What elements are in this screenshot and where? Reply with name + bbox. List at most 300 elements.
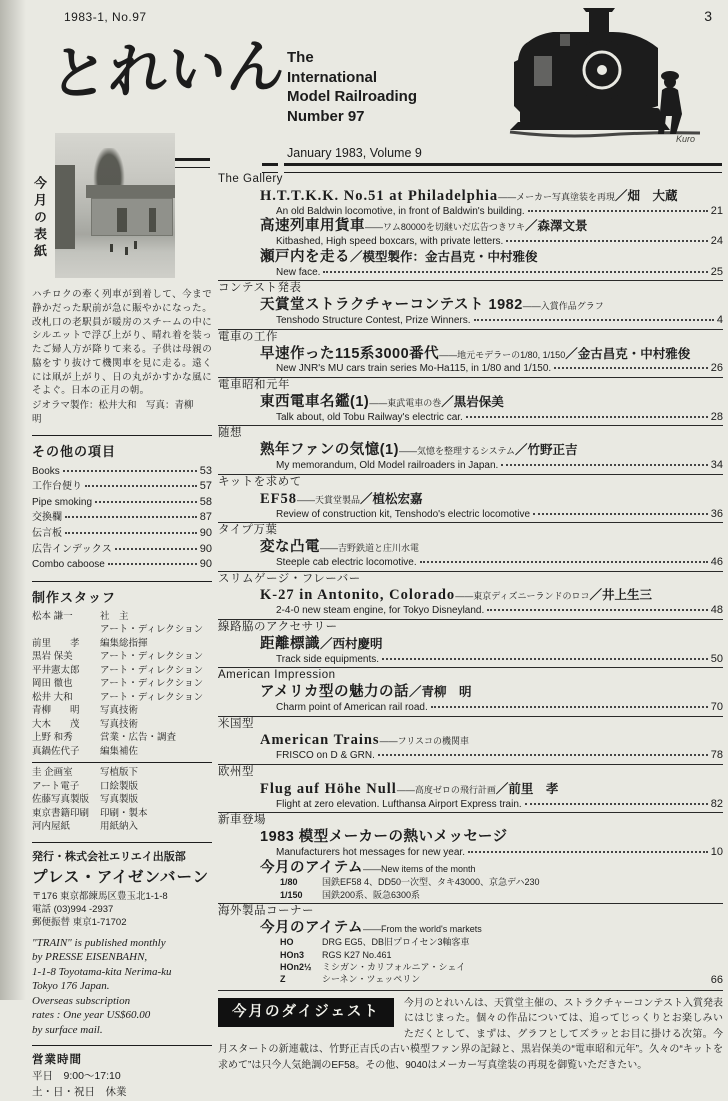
toc-section-label: 新車登場 bbox=[218, 814, 266, 827]
article-author: ／畑 大蔵 bbox=[614, 188, 678, 203]
toc-section bbox=[218, 572, 723, 620]
toc-section bbox=[218, 426, 723, 474]
other-item-page: 53 bbox=[199, 464, 212, 477]
other-item-row bbox=[32, 542, 212, 558]
issue-line: January 1983, Volume 9 bbox=[287, 146, 422, 160]
article-title: 1983 模型メーカーの熱いメッセージ bbox=[260, 829, 508, 846]
item-scale: HOn3 bbox=[280, 949, 305, 960]
toc-section-label: 電車の工作 bbox=[218, 330, 278, 343]
article-subtitle-row bbox=[218, 556, 723, 569]
photo-figure bbox=[134, 241, 137, 249]
article-title-row bbox=[218, 345, 723, 363]
article-title-row bbox=[218, 441, 723, 459]
staff-name: 圭 企画室 bbox=[32, 767, 73, 779]
other-item-row bbox=[32, 526, 212, 542]
item-scale: 1/80 bbox=[280, 877, 298, 888]
dot-leader bbox=[528, 210, 708, 212]
article-title: 瀬戸内を走る bbox=[260, 248, 350, 265]
article-item-row bbox=[218, 889, 723, 901]
other-item-label: 伝言板 bbox=[32, 528, 62, 540]
article-subtitle-row bbox=[218, 749, 723, 762]
article-note: ——入賞作品グラフ bbox=[522, 301, 604, 312]
article-page: 34 bbox=[710, 459, 723, 472]
staff-member-row bbox=[32, 745, 212, 758]
toc-section bbox=[218, 717, 723, 765]
supplier-row bbox=[32, 793, 212, 806]
article-title-row bbox=[218, 780, 723, 798]
toc-section bbox=[218, 378, 723, 426]
article-subtitle: 2-4-0 new steam engine, for Tokyo Disneyland. bbox=[276, 605, 485, 617]
toc-section-label: American Impression bbox=[218, 669, 336, 682]
dot-leader bbox=[108, 563, 197, 565]
staff-member-row bbox=[32, 677, 212, 690]
staff-name: 上野 和秀 bbox=[32, 732, 73, 744]
article-subtitle: FRISCO on D & GRN. bbox=[276, 750, 375, 762]
article-subtitle: Talk about, old Tobu Railway's electric car. bbox=[276, 411, 463, 423]
article-author: ／竹野正吉 bbox=[515, 443, 578, 458]
staff-role: アート・ディレクション bbox=[100, 651, 204, 663]
other-item-label: Pipe smoking bbox=[32, 496, 93, 508]
suppliers-list bbox=[32, 766, 212, 833]
staff-member-row bbox=[32, 691, 212, 704]
staff-role: アート・ディレクション bbox=[100, 664, 204, 676]
article-subtitle-row bbox=[218, 701, 723, 714]
article-subtitle: Flight at zero elevation. Lufthansa Airport Express train. bbox=[276, 798, 522, 810]
text-line: 平日 9:00～17:10 bbox=[32, 1070, 121, 1083]
toc-section-label: 欧州型 bbox=[218, 765, 254, 778]
staff-role: 編集総指揮 bbox=[100, 637, 148, 649]
other-item-row bbox=[32, 557, 212, 573]
toc-section-label: The Gallery bbox=[218, 173, 283, 185]
staff-name: 真鍋佐代子 bbox=[32, 745, 80, 757]
staff-member-row bbox=[32, 610, 212, 623]
article-author: ／模型製作：金古昌克・中村雅俊 bbox=[350, 249, 538, 264]
staff-name: 平井憲太郎 bbox=[32, 664, 80, 676]
toc-section-label: キットを求めて bbox=[218, 475, 302, 488]
article-title: 変な凸電 bbox=[260, 538, 320, 555]
article-item-row bbox=[218, 961, 723, 973]
article-author: ／井上生三 bbox=[589, 588, 652, 603]
article-page: 78 bbox=[710, 749, 723, 762]
article-author: ／西村慶明 bbox=[320, 636, 383, 651]
photo-station-door bbox=[117, 208, 127, 231]
staff-role: 印刷・製本 bbox=[100, 807, 148, 819]
article-author: ／青柳 明 bbox=[408, 684, 472, 699]
article-title-row bbox=[218, 187, 723, 205]
item-text: ミシガン・カリフォルニア・シェイ bbox=[322, 961, 466, 972]
cover-section-label: 今月の表紙 bbox=[32, 176, 47, 261]
person-figure bbox=[658, 71, 682, 134]
hours-lines bbox=[32, 1069, 212, 1101]
staff-role: 編集補佐 bbox=[100, 745, 139, 757]
text-line: 郵便振替 東京1-71702 bbox=[32, 917, 127, 929]
publisher-line: 発行・株式会社エリエイ出版部 bbox=[32, 850, 186, 863]
article-author: ／植松宏嘉 bbox=[360, 491, 423, 506]
text-line: 1-1-8 Toyotama-kita Nerima-ku bbox=[32, 965, 172, 978]
article-page: 70 bbox=[710, 700, 723, 713]
other-item-page: 90 bbox=[199, 527, 212, 540]
item-scale: HO bbox=[280, 937, 294, 948]
article-title: 高速列車用貨車 bbox=[260, 218, 365, 235]
divider bbox=[32, 1045, 212, 1046]
article-title: 熟年ファンの気憶(1) bbox=[260, 442, 399, 459]
cover-credit: ジオラマ製作：松井大和 写真：青柳 明 bbox=[32, 400, 204, 425]
article-subtitle-row bbox=[218, 653, 723, 666]
other-item-label: 工作台便り bbox=[32, 481, 82, 493]
text-line: Tokyo 176 Japan. bbox=[32, 980, 110, 993]
dot-leader bbox=[63, 470, 197, 472]
article-subtitle: Manufacturers hot messages for new year. bbox=[276, 846, 465, 858]
article-subtitle: Steeple cab electric locomotive. bbox=[276, 556, 417, 568]
article-page: 10 bbox=[710, 845, 723, 858]
article-title-row bbox=[218, 828, 723, 846]
article-note: ——地元モデラーの1/80, 1/150 bbox=[439, 349, 566, 360]
supplier-row bbox=[32, 820, 212, 833]
issue-code: 1983-1, No.97 bbox=[64, 10, 147, 24]
other-item-row bbox=[32, 464, 212, 480]
article-title-row bbox=[218, 859, 723, 877]
staff-member-row bbox=[32, 718, 212, 731]
article-note: ——東京ディズニーランドのロコ bbox=[455, 591, 590, 602]
other-item-page: 57 bbox=[199, 480, 212, 493]
toc-section bbox=[218, 475, 723, 523]
other-item-label: 交換欄 bbox=[32, 512, 62, 524]
monthly-digest bbox=[218, 996, 723, 1074]
dot-leader bbox=[525, 803, 708, 805]
text-line: Overseas subscription bbox=[32, 994, 131, 1007]
dot-leader bbox=[474, 319, 714, 321]
article-title-row bbox=[218, 586, 723, 604]
toc-section-label: 米国型 bbox=[218, 717, 254, 730]
spacer bbox=[420, 973, 711, 988]
other-item-row bbox=[32, 510, 212, 526]
article-page: 21 bbox=[710, 204, 723, 217]
staff-member-row bbox=[32, 664, 212, 677]
dot-leader bbox=[382, 658, 708, 660]
item-text: 国鉄EF58 4、DD50一次型、タキ43000、京急デハ230 bbox=[322, 877, 540, 888]
text-line: International bbox=[287, 68, 378, 86]
article-subtitle: Tenshodo Structure Contest, Prize Winners. bbox=[276, 315, 471, 327]
other-item-row bbox=[32, 479, 212, 495]
other-item-page: 90 bbox=[199, 558, 212, 571]
staff-name: 青柳 明 bbox=[32, 705, 80, 717]
article-author: ／黒岩保美 bbox=[441, 394, 504, 409]
staff-role: 写真技術 bbox=[100, 718, 139, 730]
article-subtitle: New face. bbox=[276, 266, 321, 278]
article-page: 24 bbox=[710, 235, 723, 248]
staff-role: 営業・広告・調査 bbox=[100, 732, 177, 744]
dot-leader bbox=[65, 516, 197, 518]
staff-name bbox=[32, 623, 100, 636]
dot-leader bbox=[85, 485, 197, 487]
article-note: ——吉野鉄道と庄川水電 bbox=[320, 542, 420, 553]
photo-station-door bbox=[149, 208, 156, 231]
photo-figure bbox=[110, 244, 113, 252]
article-note: ——New items of the month bbox=[362, 863, 476, 874]
item-text: DRG EG5、DB旧プロイセン3軸客車 bbox=[322, 937, 470, 948]
text-line: by PRESSE EISENBAHN, bbox=[32, 951, 148, 964]
text-line: The bbox=[287, 49, 314, 66]
item-scale: HOn2½ bbox=[280, 961, 312, 972]
staff-role: 用紙納入 bbox=[100, 821, 139, 833]
dot-leader bbox=[420, 561, 708, 563]
cover-photo bbox=[55, 133, 175, 278]
toc-section bbox=[218, 281, 723, 329]
article-title: 距離標識 bbox=[260, 635, 320, 652]
article-title-row bbox=[218, 683, 723, 701]
article-page: 46 bbox=[710, 555, 723, 568]
article-author: ／金古昌克・中村雅俊 bbox=[565, 346, 691, 361]
article-page: 28 bbox=[710, 410, 723, 423]
staff-name: アート電子 bbox=[32, 780, 80, 792]
article-subtitle-row bbox=[218, 362, 723, 375]
article-subtitle-row bbox=[218, 459, 723, 472]
staff-name: 河内屋紙 bbox=[32, 821, 71, 833]
staff-name: 岡田 徹也 bbox=[32, 678, 73, 690]
article-title-row bbox=[218, 919, 723, 937]
text-line: 〒176 東京都練馬区豊玉北1-1-8 bbox=[32, 890, 168, 902]
staff-role: アート・ディレクション bbox=[100, 624, 204, 636]
article-title: American Trains bbox=[260, 732, 380, 749]
article-subtitle: Charm point of American rail road. bbox=[276, 701, 428, 713]
magazine-logo: とれいん bbox=[47, 33, 289, 108]
toc-section-label: タイプ万葉 bbox=[218, 524, 278, 537]
staff-member-row bbox=[32, 704, 212, 717]
article-page: 4 bbox=[716, 314, 723, 327]
toc-section bbox=[218, 813, 723, 904]
magazine-subtitle bbox=[287, 48, 417, 126]
article-title: Flug auf Höhe Null bbox=[260, 780, 397, 797]
locomotive-illustration bbox=[498, 4, 712, 144]
article-subtitle-row bbox=[218, 314, 723, 327]
hours-heading: 営業時間 bbox=[32, 1054, 82, 1067]
article-title-row bbox=[218, 538, 723, 556]
article-title: 東西電車名鑑(1) bbox=[260, 393, 370, 410]
toc-section bbox=[218, 765, 723, 813]
article-author: ／森澤文景 bbox=[524, 219, 588, 234]
supplier-row bbox=[32, 780, 212, 793]
staff-name: 前里 孝 bbox=[32, 637, 80, 649]
other-items-list bbox=[32, 464, 212, 573]
article-note: ——ワム80000を切継いだ広告つきワキ bbox=[365, 222, 525, 233]
article-page: 50 bbox=[710, 652, 723, 665]
text-line: Number 97 bbox=[287, 107, 365, 125]
other-item-label: Books bbox=[32, 465, 60, 477]
article-title-row bbox=[218, 248, 723, 266]
article-note: ——高度ゼロの飛行計画 bbox=[396, 784, 496, 795]
article-title-row bbox=[218, 635, 723, 653]
supplier-row bbox=[32, 807, 212, 820]
staff-role: 写真製版 bbox=[100, 794, 139, 806]
article-note: ——天賞堂製品 bbox=[297, 494, 361, 505]
other-items-heading: その他の項目 bbox=[32, 443, 117, 459]
toc-section bbox=[218, 620, 723, 668]
divider bbox=[32, 762, 212, 763]
staff-role: 口絵製版 bbox=[100, 780, 139, 792]
item-scale: 1/150 bbox=[280, 889, 303, 900]
article-title: 今月のアイテム bbox=[260, 919, 363, 936]
other-item-page: 58 bbox=[199, 495, 212, 508]
text-line: Model Railroading bbox=[287, 88, 418, 105]
publisher-address bbox=[32, 890, 212, 930]
article-title: 今月のアイテム bbox=[260, 859, 363, 876]
staff-member-row bbox=[32, 637, 212, 650]
article-subtitle-row bbox=[218, 205, 723, 218]
toc-section-label: 線路脇のアクセサリー bbox=[218, 620, 338, 633]
dot-leader bbox=[65, 532, 197, 534]
article-page: 66 bbox=[710, 973, 723, 986]
article-title: 早速作った115系3000番代 bbox=[260, 345, 440, 362]
staff-role: 社 主 bbox=[100, 610, 129, 622]
article-note: ——フリスコの機関車 bbox=[379, 736, 470, 747]
other-item-row bbox=[32, 495, 212, 511]
staff-name: 東京書籍印刷 bbox=[32, 807, 90, 819]
other-item-label: 広告インデックス bbox=[32, 543, 112, 555]
cover-description: ハチロクの牽く列車が到着して、今まで静かだった駅前が急に賑やかになった。改札口の老駅員が暖房のスチームの中にシルエットで浮び上がり、晴れ着を装ったご婦人方が降りて来る。子供は母親の脇をすり抜けて機関車を見に走る。遠くには凧が上がり、日の丸がかすかな風にそよぐ。日本の正月の朝。 bbox=[32, 289, 212, 397]
staff-role: 写真技術 bbox=[100, 705, 139, 717]
article-title-row bbox=[218, 296, 723, 314]
article-subtitle: Kitbashed, High speed boxcars, with private letters. bbox=[276, 236, 504, 248]
text-line: rates : One year US$60.00 bbox=[32, 1009, 151, 1022]
article-title: アメリカ型の魅力の話 bbox=[260, 683, 409, 700]
article-title: EF58 bbox=[260, 490, 298, 507]
dot-leader bbox=[378, 754, 708, 756]
supplier-row bbox=[32, 766, 212, 779]
dot-leader bbox=[501, 464, 707, 466]
article-title: 天賞堂ストラクチャーコンテスト 1982 bbox=[260, 297, 523, 314]
article-subtitle-row bbox=[218, 411, 723, 424]
item-text: シーネン・ツェッペリン bbox=[322, 973, 421, 984]
photo-station-wall bbox=[91, 198, 173, 236]
article-title-row bbox=[218, 217, 723, 235]
toc-section bbox=[218, 330, 723, 378]
toc-section bbox=[218, 172, 723, 281]
article-note: ——気憶を整理するシステム bbox=[398, 446, 516, 457]
dot-leader bbox=[487, 609, 707, 611]
staff-name: 黒岩 保美 bbox=[32, 651, 73, 663]
divider bbox=[32, 581, 212, 582]
digest-text: 今月のとれいんは、天賞堂主催の、ストラクチャーコンテスト入賞発表にはじまった。個々の作品については、追ってじっくりとお楽しみいただくとして、まずは、グラフとしてズラッとお目に掛ける次第。今月スタートの新連載は、竹野正吉氏の古い模型ファン界の記録と、黒岩保美の“電車昭和元年”。久々の“キットを求めて”は只今人気絶調のEF58。その他、9040はメーカー写真塗装の再現を御覧いただきたい。 bbox=[218, 997, 723, 1071]
article-subtitle: Review of construction kit, Tenshodo's electric locomotive bbox=[276, 508, 531, 520]
staff-name: 松井 大和 bbox=[32, 691, 73, 703]
article-title-row bbox=[218, 731, 723, 749]
staff-list bbox=[32, 610, 212, 758]
article-page: 82 bbox=[710, 797, 723, 810]
article-title-row bbox=[218, 490, 723, 508]
other-item-page: 90 bbox=[199, 542, 212, 555]
staff-name: 大木 茂 bbox=[32, 718, 80, 730]
toc-sections bbox=[218, 172, 723, 991]
divider bbox=[32, 435, 212, 436]
article-subtitle: Track side equipments. bbox=[276, 653, 380, 665]
staff-role: 写植版下 bbox=[100, 767, 139, 779]
article-note: ——メーカー写真塗装を再現 bbox=[498, 191, 615, 202]
photo-figure bbox=[125, 247, 128, 255]
article-item-row bbox=[218, 949, 723, 961]
article-note: ——東武電車の巻 bbox=[369, 397, 442, 408]
item-scale: Z bbox=[280, 973, 286, 984]
dot-leader bbox=[95, 501, 197, 503]
photo-hut bbox=[55, 165, 75, 249]
other-item-label: Combo caboose bbox=[32, 559, 105, 571]
article-item-row bbox=[218, 936, 723, 948]
article-page: 26 bbox=[710, 362, 723, 375]
divider bbox=[32, 842, 212, 843]
article-subtitle-row bbox=[218, 846, 723, 859]
dot-leader bbox=[115, 548, 197, 550]
digest-label: 今月のダイジェスト bbox=[218, 998, 394, 1027]
staff-member-row bbox=[32, 731, 212, 744]
dot-leader bbox=[533, 513, 708, 515]
article-title: K-27 in Antonito, Colorado bbox=[260, 587, 456, 604]
publisher-english-info bbox=[32, 936, 212, 1038]
illustration-signature: Kuro bbox=[676, 134, 696, 144]
staff-role: アート・ディレクション bbox=[100, 691, 204, 703]
article-subtitle: My memorandum, Old Model railroaders in Japan. bbox=[276, 460, 499, 472]
table-of-contents bbox=[218, 172, 723, 1073]
dot-leader bbox=[431, 706, 708, 708]
dot-leader bbox=[506, 240, 707, 242]
text-line: 土・日・祝日 休業 bbox=[32, 1085, 127, 1098]
article-page: 36 bbox=[710, 507, 723, 520]
dot-leader bbox=[468, 851, 708, 853]
sidebar bbox=[32, 288, 212, 1101]
article-subtitle-row bbox=[218, 798, 723, 811]
staff-name: 松本 謙一 bbox=[32, 610, 73, 622]
dot-leader bbox=[323, 271, 707, 273]
item-text: RGS K27 No.461 bbox=[322, 949, 392, 960]
toc-section-label: コンテスト発表 bbox=[218, 282, 302, 295]
staff-name: 佐藤写真製版 bbox=[32, 794, 90, 806]
article-subtitle: New JNR's MU cars train series Mo-Ha115, in 1/80 and 1/150. bbox=[276, 363, 552, 375]
staff-member-row bbox=[32, 650, 212, 663]
toc-section bbox=[218, 904, 723, 991]
staff-role: アート・ディレクション bbox=[100, 678, 204, 690]
article-subtitle-row bbox=[218, 235, 723, 248]
article-page: 25 bbox=[710, 265, 723, 278]
article-page: 48 bbox=[710, 604, 723, 617]
toc-section bbox=[218, 523, 723, 571]
article-title: H.T.T.K.K. No.51 at Philadelphia bbox=[260, 187, 499, 204]
article-subtitle-row bbox=[218, 266, 723, 279]
dot-leader bbox=[466, 416, 708, 418]
article-subtitle: An old Baldwin locomotive, in front of Baldwin's building. bbox=[276, 205, 525, 217]
text-line: 電話 (03)994 -2937 bbox=[32, 903, 114, 915]
toc-section-label: 海外製品コーナー bbox=[218, 904, 314, 917]
page-number: 3 bbox=[704, 8, 712, 24]
article-item-row bbox=[218, 876, 723, 888]
article-subtitle-row bbox=[218, 508, 723, 521]
publisher-name: プレス・アイゼンバーン bbox=[32, 868, 210, 886]
toc-section-label: 電車昭和元年 bbox=[218, 379, 290, 392]
text-line: "TRAIN" is published monthly bbox=[32, 936, 166, 949]
toc-section-label: スリムゲージ・フレーバー bbox=[218, 572, 361, 585]
article-item-row bbox=[218, 973, 723, 988]
article-title-row bbox=[218, 393, 723, 411]
staff-member-row bbox=[32, 623, 212, 636]
text-line: by surface mail. bbox=[32, 1023, 103, 1036]
dot-leader bbox=[554, 367, 708, 369]
item-text: 国鉄200系、阪急6300系 bbox=[322, 889, 421, 900]
staff-heading: 制作スタッフ bbox=[32, 589, 117, 605]
toc-section-label: 随想 bbox=[218, 427, 242, 440]
article-subtitle-row bbox=[218, 604, 723, 617]
article-note: ——From the world's markets bbox=[362, 923, 482, 934]
photo-station-roof bbox=[86, 185, 175, 198]
article-author: ／前里 孝 bbox=[495, 781, 559, 796]
other-item-page: 87 bbox=[199, 511, 212, 524]
toc-section bbox=[218, 668, 723, 716]
